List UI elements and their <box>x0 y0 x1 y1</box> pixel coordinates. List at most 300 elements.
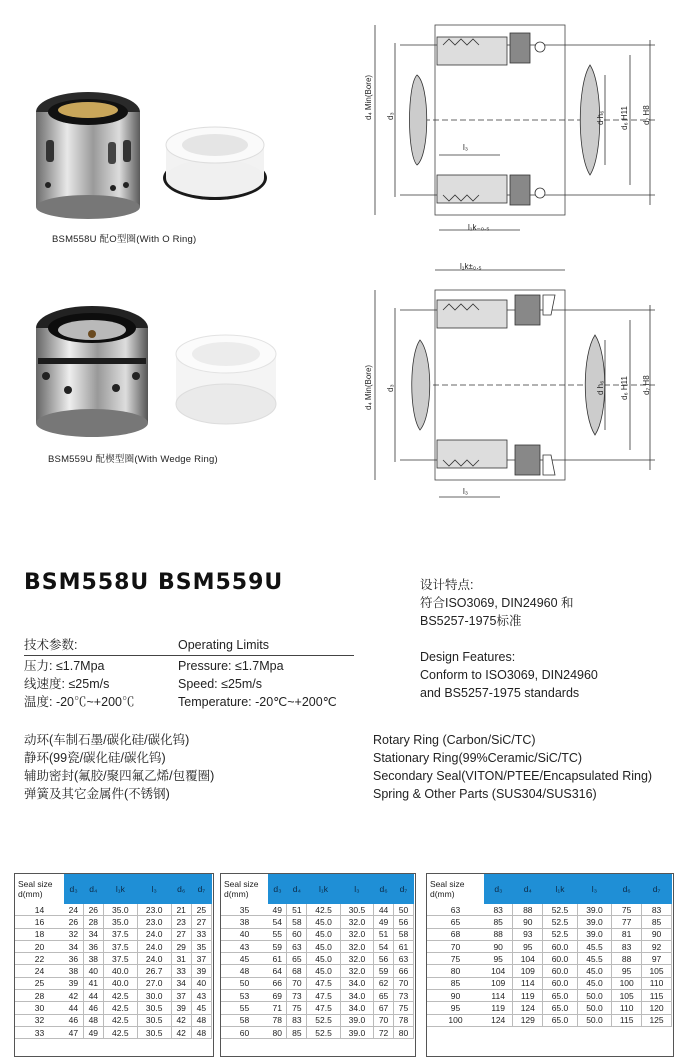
dimension-cell: 30.5 <box>137 1014 171 1026</box>
header-d3: d₃ <box>64 874 83 904</box>
dimension-cell: 39.0 <box>340 1026 373 1038</box>
limits-en-list <box>178 658 337 712</box>
header-d7: d₇ <box>642 874 672 904</box>
dimension-cell: 61 <box>394 940 414 952</box>
seal-size-cell: 16 <box>15 916 64 928</box>
table-row <box>15 977 212 989</box>
dimension-cell: 40.0 <box>103 977 137 989</box>
dimension-cell: 40 <box>191 977 211 989</box>
page-title: BSM558U BSM559U <box>24 570 284 595</box>
dimension-cell: 70 <box>374 1014 394 1026</box>
seal-size-cell: 58 <box>221 1014 268 1026</box>
dimension-cell: 52.5 <box>307 1014 340 1026</box>
dimension-cell: 90 <box>513 916 543 928</box>
dimension-cell: 54 <box>268 916 287 928</box>
dimension-cell: 50 <box>394 904 414 916</box>
header-seal-size: Seal size d(mm) <box>221 874 268 904</box>
dimension-cell: 78 <box>268 1014 287 1026</box>
table-row <box>427 904 672 916</box>
table-row <box>427 953 672 965</box>
table-row <box>221 1002 414 1014</box>
dimension-cell: 50.0 <box>577 990 612 1002</box>
table-row <box>15 940 212 952</box>
dimension-cell: 31 <box>171 953 191 965</box>
dimension-cell: 44 <box>374 904 394 916</box>
header-l3: l₃ <box>577 874 612 904</box>
table-row <box>15 916 212 928</box>
seal-size-cell: 33 <box>15 1026 64 1038</box>
seal-size-cell: 48 <box>221 965 268 977</box>
dimension-cell: 65 <box>287 953 307 965</box>
dimension-cell: 90 <box>642 928 672 940</box>
material-en-rotary: Rotary Ring (Carbon/SiC/TC) <box>373 733 536 747</box>
table-header-row <box>15 874 212 904</box>
dimension-cell: 42 <box>171 1014 191 1026</box>
header-d7: d₇ <box>191 874 211 904</box>
dimension-cell: 32.0 <box>340 928 373 940</box>
seal-size-cell: 20 <box>15 940 64 952</box>
drawing1-label-lk: l₁k₋₀.₅ <box>468 223 490 232</box>
seal-size-cell: 85 <box>427 977 484 989</box>
dimension-cell: 39 <box>171 1002 191 1014</box>
dimension-cell: 72 <box>374 1026 394 1038</box>
dimension-cell: 88 <box>484 928 513 940</box>
dimension-cell: 26 <box>64 916 83 928</box>
dimension-cell: 27 <box>171 928 191 940</box>
drawing1-label-d3: d₃ <box>386 112 395 120</box>
seal-size-cell: 30 <box>15 1002 64 1014</box>
dimension-cell: 39 <box>191 965 211 977</box>
drawing1-label-dh6: d h₆ <box>596 110 605 125</box>
dimension-cell: 40 <box>83 965 103 977</box>
dimension-cell: 45.0 <box>307 965 340 977</box>
dimension-cell: 119 <box>484 1002 513 1014</box>
dimension-cell: 65.0 <box>543 1014 578 1026</box>
dimension-cell: 83 <box>287 1014 307 1026</box>
seal-size-cell: 65 <box>427 916 484 928</box>
seal-size-cell: 40 <box>221 928 268 940</box>
drawing2-label-d6: d₆ H11 <box>620 376 629 400</box>
seal-size-cell: 24 <box>15 965 64 977</box>
material-en-stationary: Stationary Ring(99%Ceramic/SiC/TC) <box>373 751 583 765</box>
limit-en-temp: Temperature: -20℃~+200℃ <box>178 695 337 709</box>
limit-en-pressure: Pressure: ≤1.7Mpa <box>178 659 284 673</box>
design-en-heading: Design Features: <box>420 650 516 664</box>
dimension-cell: 80 <box>394 1026 414 1038</box>
seal-size-cell: 32 <box>15 1014 64 1026</box>
dimension-cell: 48 <box>83 1014 103 1026</box>
table-row <box>221 965 414 977</box>
seal-size-cell: 70 <box>427 940 484 952</box>
seal-size-cell: 50 <box>221 977 268 989</box>
dimension-cell: 114 <box>513 977 543 989</box>
table-row <box>221 977 414 989</box>
dimension-cell: 80 <box>268 1026 287 1038</box>
dimension-cell: 55 <box>268 928 287 940</box>
dimension-cell: 24.0 <box>137 928 171 940</box>
dimension-cell: 37 <box>191 953 211 965</box>
dimension-cell: 27.0 <box>137 977 171 989</box>
header-d6: d₆ <box>374 874 394 904</box>
dimension-cell: 110 <box>642 977 672 989</box>
dimension-cell: 85 <box>642 916 672 928</box>
dimension-cell: 42.5 <box>103 990 137 1002</box>
dimension-cell: 88 <box>513 904 543 916</box>
dimension-cell: 47.5 <box>307 990 340 1002</box>
dimension-cell: 38 <box>64 965 83 977</box>
dimension-cell: 44 <box>83 990 103 1002</box>
dimension-cell: 100 <box>612 977 642 989</box>
drawing2-label-d7: d₇ H8 <box>642 375 651 395</box>
dimension-cell: 24 <box>64 904 83 916</box>
dimension-cell: 52.5 <box>307 1026 340 1038</box>
dimension-cell: 115 <box>612 1014 642 1026</box>
seal-size-cell: 25 <box>15 977 64 989</box>
dimension-cell: 114 <box>484 990 513 1002</box>
dimension-cell: 90 <box>484 940 513 952</box>
dimension-cell: 61 <box>268 953 287 965</box>
dimension-cell: 105 <box>642 965 672 977</box>
dimension-cell: 52.5 <box>543 916 578 928</box>
dimension-cell: 65.0 <box>543 990 578 1002</box>
dimension-cell: 30.5 <box>340 904 373 916</box>
dimension-cell: 42.5 <box>103 1026 137 1038</box>
dimension-table-2 <box>221 874 414 1039</box>
dimension-cell: 66 <box>394 965 414 977</box>
table-row <box>427 1002 672 1014</box>
dimension-cell: 43 <box>191 990 211 1002</box>
dimension-cell: 56 <box>394 916 414 928</box>
dimension-cell: 33 <box>171 965 191 977</box>
design-zh-heading: 设计特点: <box>420 578 474 592</box>
dimension-cell: 104 <box>484 965 513 977</box>
dimension-cell: 45 <box>191 1002 211 1014</box>
dimension-cell: 51 <box>287 904 307 916</box>
dimension-cell: 52.5 <box>543 904 578 916</box>
dimension-cell: 105 <box>612 990 642 1002</box>
dimension-cell: 34.0 <box>340 977 373 989</box>
dimension-cell: 81 <box>612 928 642 940</box>
dimension-cell: 109 <box>484 977 513 989</box>
dimension-cell: 59 <box>374 965 394 977</box>
dimension-cell: 66 <box>268 977 287 989</box>
table-row <box>221 940 414 952</box>
seal-size-cell: 55 <box>221 1002 268 1014</box>
dimension-cell: 65.0 <box>543 1002 578 1014</box>
dimension-cell: 68 <box>287 965 307 977</box>
seal-size-cell: 75 <box>427 953 484 965</box>
table-row <box>15 904 212 916</box>
dimension-cell: 24.0 <box>137 940 171 952</box>
dimension-cell: 46 <box>83 1002 103 1014</box>
dimension-cell: 97 <box>642 953 672 965</box>
dimension-cell: 49 <box>268 904 287 916</box>
dimension-cell: 73 <box>287 990 307 1002</box>
dimension-cell: 25 <box>191 904 211 916</box>
dimension-cell: 83 <box>612 940 642 952</box>
design-en-line2: and BS5257-1975 standards <box>420 686 580 700</box>
dimension-cell: 60.0 <box>543 977 578 989</box>
drawing2-label-d3: d₃ <box>386 384 395 392</box>
dimension-cell: 32.0 <box>340 916 373 928</box>
header-d4: d₄ <box>513 874 543 904</box>
dimension-cell: 41 <box>83 977 103 989</box>
seal-size-cell: 68 <box>427 928 484 940</box>
table-row <box>15 1002 212 1014</box>
dimension-cell: 40.0 <box>103 965 137 977</box>
dimension-cell: 92 <box>642 940 672 952</box>
dimension-cell: 39 <box>64 977 83 989</box>
header-d4: d₄ <box>83 874 103 904</box>
dimension-cell: 119 <box>513 990 543 1002</box>
dimension-cell: 35.0 <box>103 916 137 928</box>
dimension-cell: 124 <box>513 1002 543 1014</box>
material-en-secondary: Secondary Seal(VITON/PTEE/Encapsulated Ring) <box>373 769 653 783</box>
dimension-cell: 45.0 <box>307 940 340 952</box>
header-l1k: l₁k <box>103 874 137 904</box>
seal-size-cell: 60 <box>221 1026 268 1038</box>
limits-zh-list <box>24 658 134 712</box>
dimension-cell: 65 <box>374 990 394 1002</box>
design-zh-line2: BS5257-1975标准 <box>420 614 522 628</box>
dimension-cell: 54 <box>374 940 394 952</box>
dimension-table-1 <box>15 874 212 1039</box>
dimension-cell: 73 <box>394 990 414 1002</box>
design-en-line1: Conform to ISO3069, DIN24960 <box>420 668 598 682</box>
limit-zh-speed: 线速度: ≤25m/s <box>24 677 110 691</box>
table-row <box>15 990 212 1002</box>
dimension-cell: 58 <box>394 928 414 940</box>
header-d7: d₇ <box>394 874 414 904</box>
dimension-cell: 62 <box>374 977 394 989</box>
dimension-cell: 45.0 <box>577 977 612 989</box>
dimension-cell: 59 <box>268 940 287 952</box>
dimension-cell: 39.0 <box>577 928 612 940</box>
table-1-body <box>15 904 212 1039</box>
dimension-cell: 64 <box>268 965 287 977</box>
table-row <box>15 953 212 965</box>
header-d4: d₄ <box>287 874 307 904</box>
design-zh-line1: 符合ISO3069, DIN24960 和 <box>420 596 574 610</box>
dimension-cell: 23.0 <box>137 916 171 928</box>
dimension-cell: 34 <box>171 977 191 989</box>
table-2-body <box>221 904 414 1039</box>
seal-size-cell: 90 <box>427 990 484 1002</box>
design-features-en <box>420 649 598 703</box>
header-l3: l₃ <box>340 874 373 904</box>
materials-en <box>373 732 652 804</box>
header-d6: d₆ <box>171 874 191 904</box>
limits-divider <box>24 655 354 656</box>
table-row <box>15 1014 212 1026</box>
dimension-cell: 35.0 <box>103 904 137 916</box>
limits-zh-heading: 技术参数: <box>24 638 78 652</box>
seal-size-cell: 28 <box>15 990 64 1002</box>
dimension-cell: 34 <box>83 928 103 940</box>
dimension-cell: 45.0 <box>307 916 340 928</box>
dimension-cell: 60.0 <box>543 953 578 965</box>
drawing1-label-l3: l₃ <box>463 143 469 152</box>
dimension-cell: 28 <box>83 916 103 928</box>
dimension-cell: 47.5 <box>307 977 340 989</box>
table-row <box>221 928 414 940</box>
o-ring-seat-photo <box>160 120 270 210</box>
dimension-cell: 70 <box>394 977 414 989</box>
table-row <box>427 1014 672 1026</box>
dimension-cell: 129 <box>513 1014 543 1026</box>
dimension-cell: 47 <box>64 1026 83 1038</box>
header-d3: d₃ <box>484 874 513 904</box>
dimension-cell: 47.5 <box>307 1002 340 1014</box>
dimension-cell: 34.0 <box>340 1002 373 1014</box>
dimension-cell: 44 <box>64 1002 83 1014</box>
table-row <box>221 1014 414 1026</box>
seal-size-cell: 18 <box>15 928 64 940</box>
material-en-spring: Spring & Other Parts (SUS304/SUS316) <box>373 787 597 801</box>
drawing2-label-dh6: d h₆ <box>596 380 605 395</box>
drawing2-label-lk: l₁k±₀.₅ <box>460 262 482 271</box>
dimension-cell: 42.5 <box>103 1014 137 1026</box>
limit-zh-temp: 温度: -20℃~+200℃ <box>24 695 135 709</box>
drawing2-label-l3: l₃ <box>463 487 469 496</box>
dimension-cell: 45.0 <box>307 953 340 965</box>
dimension-table-3 <box>427 874 672 1027</box>
table-row <box>221 916 414 928</box>
dimension-cell: 21 <box>171 904 191 916</box>
dimension-cell: 39.0 <box>340 1014 373 1026</box>
limit-en-speed: Speed: ≤25m/s <box>178 677 262 691</box>
material-zh-rotary: 动环(车制石墨/碳化硅/碳化钨) <box>24 733 190 747</box>
dimension-cell: 77 <box>612 916 642 928</box>
dimension-cell: 37 <box>171 990 191 1002</box>
limit-zh-pressure: 压力: ≤1.7Mpa <box>24 659 105 673</box>
table-header-row <box>427 874 672 904</box>
dimension-cell: 70 <box>287 977 307 989</box>
bsm558u-section-drawing <box>355 15 675 245</box>
table-row <box>427 916 672 928</box>
seal-size-cell: 63 <box>427 904 484 916</box>
dimension-cell: 52.5 <box>543 928 578 940</box>
dimension-cell: 60.0 <box>543 940 578 952</box>
dimension-cell: 78 <box>394 1014 414 1026</box>
dimension-cell: 115 <box>642 990 672 1002</box>
dimension-cell: 34.0 <box>340 990 373 1002</box>
dimension-cell: 83 <box>642 904 672 916</box>
dimension-cell: 109 <box>513 965 543 977</box>
dimension-cell: 45.0 <box>577 965 612 977</box>
dimension-cell: 32 <box>64 928 83 940</box>
material-zh-spring: 弹簧及其它金属件(不锈钢) <box>24 787 170 801</box>
drawing1-label-d4: d₄ Min(Bore) <box>364 74 373 120</box>
seal-size-cell: 38 <box>221 916 268 928</box>
dimension-cell: 42 <box>64 990 83 1002</box>
table-row <box>427 977 672 989</box>
dimension-cell: 85 <box>484 916 513 928</box>
table-row <box>221 953 414 965</box>
header-l3: l₃ <box>137 874 171 904</box>
dimension-cell: 34 <box>64 940 83 952</box>
design-features-zh <box>420 577 574 631</box>
dimension-cell: 56 <box>374 953 394 965</box>
dimension-cell: 29 <box>171 940 191 952</box>
seal-size-cell: 45 <box>221 953 268 965</box>
dimension-cell: 60 <box>287 928 307 940</box>
dimension-cell: 75 <box>612 904 642 916</box>
table-row <box>221 990 414 1002</box>
wedge-ring-seat-photo <box>172 332 280 432</box>
dimension-cell: 49 <box>83 1026 103 1038</box>
drawing1-label-d6: d₆ H11 <box>620 106 629 130</box>
dimension-cell: 95 <box>484 953 513 965</box>
dimension-cell: 24.0 <box>137 953 171 965</box>
dimension-cell: 95 <box>513 940 543 952</box>
dimension-cell: 35 <box>191 940 211 952</box>
table-row <box>15 1026 212 1038</box>
dimension-cell: 37.5 <box>103 953 137 965</box>
dimension-cell: 75 <box>394 1002 414 1014</box>
header-seal-size: Seal size d(mm) <box>15 874 64 904</box>
seal-size-cell: 80 <box>427 965 484 977</box>
dimension-cell: 45.5 <box>577 940 612 952</box>
dimension-cell: 27 <box>191 916 211 928</box>
limits-en-heading: Operating Limits <box>178 638 270 652</box>
table-row <box>15 928 212 940</box>
table-row <box>15 965 212 977</box>
dimension-cell: 32.0 <box>340 940 373 952</box>
bsm558u-seal-photo <box>28 80 148 220</box>
dimension-cell: 30.0 <box>137 990 171 1002</box>
dimension-cell: 26 <box>83 904 103 916</box>
bsm559u-caption: BSM559U 配楔型圈(With Wedge Ring) <box>48 454 218 465</box>
seal-size-cell: 35 <box>221 904 268 916</box>
dimension-cell: 42 <box>171 1026 191 1038</box>
dimension-cell: 33 <box>191 928 211 940</box>
seal-size-cell: 100 <box>427 1014 484 1026</box>
material-zh-secondary: 辅助密封(氟胶/聚四氟乙烯/包覆圈) <box>24 769 215 783</box>
dimension-cell: 63 <box>394 953 414 965</box>
header-l1k: l₁k <box>543 874 578 904</box>
header-d3: d₃ <box>268 874 287 904</box>
seal-size-cell: 95 <box>427 1002 484 1014</box>
table-row <box>427 940 672 952</box>
dimension-cell: 45.5 <box>577 953 612 965</box>
table-row <box>221 1026 414 1038</box>
dimension-cell: 37.5 <box>103 940 137 952</box>
seal-size-cell: 22 <box>15 953 64 965</box>
header-d6: d₆ <box>612 874 642 904</box>
dimension-cell: 39.0 <box>577 916 612 928</box>
dimension-cell: 30.5 <box>137 1002 171 1014</box>
dimension-cell: 46 <box>64 1014 83 1026</box>
dimension-cell: 83 <box>484 904 513 916</box>
header-l1k: l₁k <box>307 874 340 904</box>
dimension-cell: 71 <box>268 1002 287 1014</box>
dimension-cell: 60.0 <box>543 965 578 977</box>
dimension-cell: 51 <box>374 928 394 940</box>
dimension-cell: 39.0 <box>577 904 612 916</box>
dimension-cell: 58 <box>287 916 307 928</box>
table-row <box>427 928 672 940</box>
drawing1-label-d7: d₇ H8 <box>642 105 651 125</box>
bsm559u-seal-photo <box>28 298 156 440</box>
dimension-cell: 50.0 <box>577 1014 612 1026</box>
dimension-cell: 32.0 <box>340 965 373 977</box>
dimension-cell: 37.5 <box>103 928 137 940</box>
dimension-cell: 104 <box>513 953 543 965</box>
dimension-cell: 95 <box>612 965 642 977</box>
dimension-cell: 48 <box>191 1026 211 1038</box>
materials-zh <box>24 732 214 804</box>
